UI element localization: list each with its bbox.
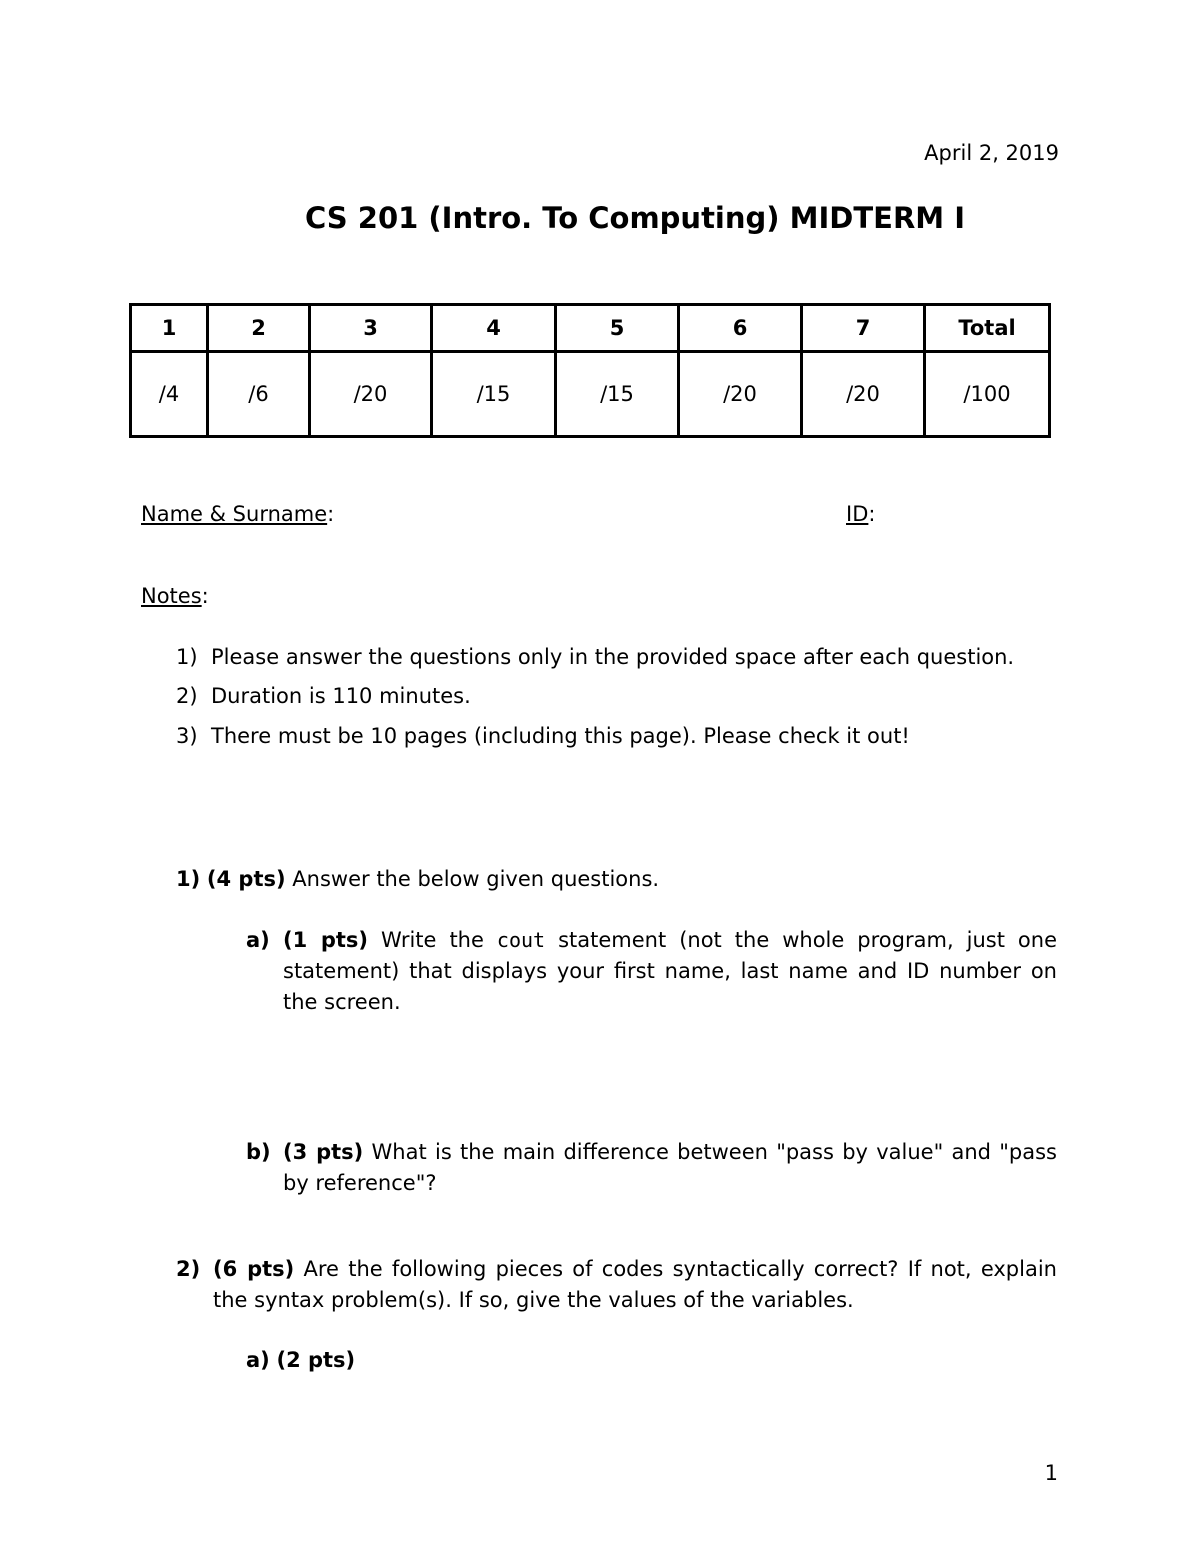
score-points-cell: /15 [556,352,679,437]
score-points-cell: /20 [802,352,925,437]
score-table-points-row [131,352,1050,437]
colon: : [201,584,209,608]
score-points-cell: /6 [208,352,310,437]
id-label: ID [846,502,869,526]
subquestion-text: statement (not the whole program, just one statement) that displays your first name, last name and ID number on the screen. [283,928,1057,1014]
score-table [129,303,1051,438]
question-2 [213,1254,1057,1316]
score-points-cell-total: /100 [925,352,1050,437]
question-points: (6 pts) [213,1257,295,1281]
note-item [176,684,471,708]
score-header-cell: 6 [679,305,802,352]
note-text: Please answer the questions only in the provided space after each question. [211,645,1015,669]
id-field [846,502,875,526]
subquestion-number: b) [246,1140,271,1164]
score-points-cell: /20 [679,352,802,437]
question-text: Are the following pieces of codes syntactically correct? If not, explain the syntax problem(s). If so, give the values of the variables. [213,1257,1057,1312]
exam-title: CS 201 (Intro. To Computing) MIDTERM I [304,201,966,235]
subquestion-points: (2 pts) [276,1348,356,1372]
page-number: 1 [1044,1461,1058,1485]
score-header-cell: 5 [556,305,679,352]
note-item [176,724,910,748]
question-text: Answer the below given questions. [292,867,660,891]
exam-date: April 2, 2019 [924,141,1059,165]
subquestion-points: (3 pts) [283,1140,364,1164]
note-text: There must be 10 pages (including this page). Please check it out! [211,724,910,748]
score-points-cell: /20 [310,352,432,437]
score-header-cell: 7 [802,305,925,352]
subquestion-2a [246,1345,355,1376]
note-number: 1) [176,645,198,669]
note-number: 2) [176,684,198,708]
subquestion-number: a) [246,1348,270,1372]
score-header-cell: 3 [310,305,432,352]
question-number: 2) [176,1257,201,1281]
score-header-cell: 4 [432,305,556,352]
question-number: 1) [176,867,201,891]
subquestion-1b [283,1137,1057,1199]
subquestion-number: a) [246,928,270,952]
subquestion-points: (1 pts) [283,928,369,952]
subquestion-text: What is the main difference between "pass by value" and "pass by reference"? [283,1140,1057,1195]
name-surname-field [141,502,334,526]
score-header-cell: 1 [131,305,208,352]
notes-heading [141,584,209,608]
notes-label: Notes [141,584,202,608]
note-item [176,645,1015,669]
colon: : [327,502,335,526]
name-surname-label: Name & Surname [141,502,328,526]
score-points-cell: /4 [131,352,208,437]
note-number: 3) [176,724,198,748]
question-points: (4 pts) [206,867,286,891]
question-1 [176,864,659,895]
note-text: Duration is 110 minutes. [211,684,471,708]
code-keyword: cout [496,928,546,952]
subquestion-text: Write the [381,928,484,952]
score-table-header-row [131,305,1050,352]
colon: : [868,502,876,526]
score-header-cell: 2 [208,305,310,352]
score-points-cell: /15 [432,352,556,437]
score-header-cell-total: Total [925,305,1050,352]
subquestion-1a [283,925,1057,1018]
